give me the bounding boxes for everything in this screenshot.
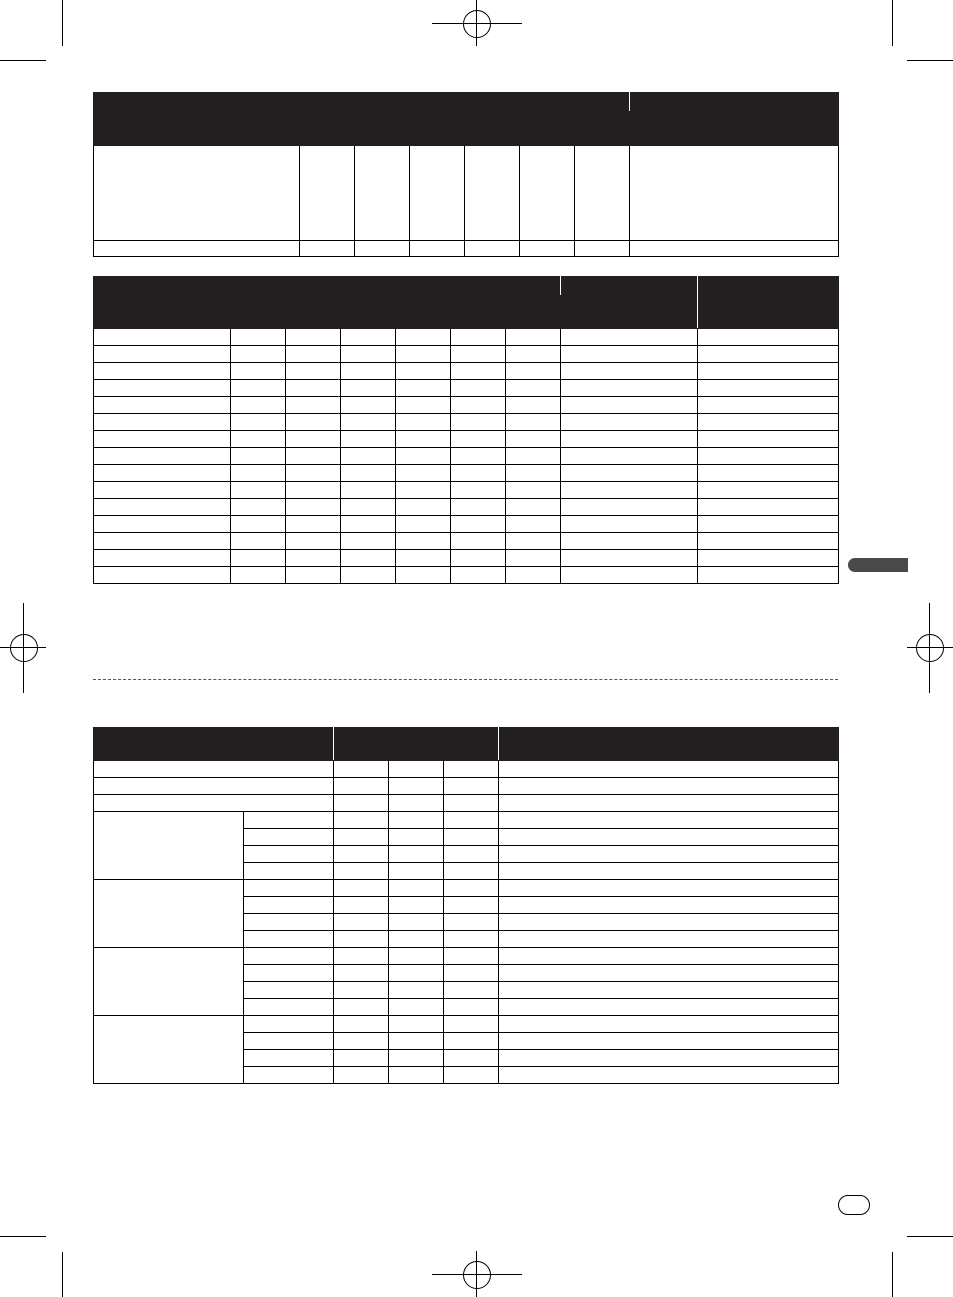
table-1-header-subgroup xyxy=(465,112,630,146)
table-1-header-group xyxy=(300,93,630,112)
table-2-header-cell xyxy=(94,277,231,329)
crop-mark-br-v xyxy=(892,1252,893,1297)
table-row xyxy=(94,761,839,778)
table-row xyxy=(94,241,839,257)
table-2-header-subgroup xyxy=(396,296,561,329)
table-row xyxy=(94,146,839,241)
table-row xyxy=(94,482,839,499)
table-row xyxy=(94,567,839,584)
table-2-header-cell xyxy=(561,277,698,329)
table-2-header-cell xyxy=(698,277,839,329)
table-2 xyxy=(93,276,839,584)
table-row xyxy=(94,880,839,897)
crop-mark-tl-v xyxy=(62,0,63,46)
table-row xyxy=(94,380,839,397)
crop-mark-tr-v xyxy=(892,0,893,46)
table-row xyxy=(94,414,839,431)
crop-mark-br-h xyxy=(907,1236,953,1237)
table-2-header-subgroup xyxy=(231,296,396,329)
crop-mark-tr-h xyxy=(907,60,953,61)
crop-mark-tl-h xyxy=(0,60,46,61)
table-3-header-cell xyxy=(499,728,839,761)
table-row xyxy=(94,397,839,414)
table-row xyxy=(94,812,839,829)
table-row xyxy=(94,329,839,346)
table-row xyxy=(94,778,839,795)
table-1-header-cell xyxy=(94,93,300,146)
table-row xyxy=(94,795,839,812)
table-3-header-cell xyxy=(94,728,334,761)
table-row xyxy=(94,533,839,550)
section-divider xyxy=(93,679,838,680)
table-row xyxy=(94,346,839,363)
table-row xyxy=(94,1016,839,1033)
table-row xyxy=(94,448,839,465)
table-2-header-group xyxy=(231,277,561,296)
table-row xyxy=(94,465,839,482)
table-row xyxy=(94,499,839,516)
page-number-badge xyxy=(838,1195,870,1215)
table-3 xyxy=(93,727,839,1084)
table-row xyxy=(94,431,839,448)
table-1-header-subgroup xyxy=(300,112,465,146)
crop-mark-bl-v xyxy=(62,1252,63,1297)
section-side-tab xyxy=(848,558,908,572)
table-row xyxy=(94,363,839,380)
table-row xyxy=(94,550,839,567)
table-1-header-cell xyxy=(630,93,839,146)
table-3-header-cell xyxy=(334,728,499,761)
crop-mark-bl-h xyxy=(0,1236,46,1237)
table-1 xyxy=(93,92,839,257)
table-row xyxy=(94,516,839,533)
table-row xyxy=(94,948,839,965)
